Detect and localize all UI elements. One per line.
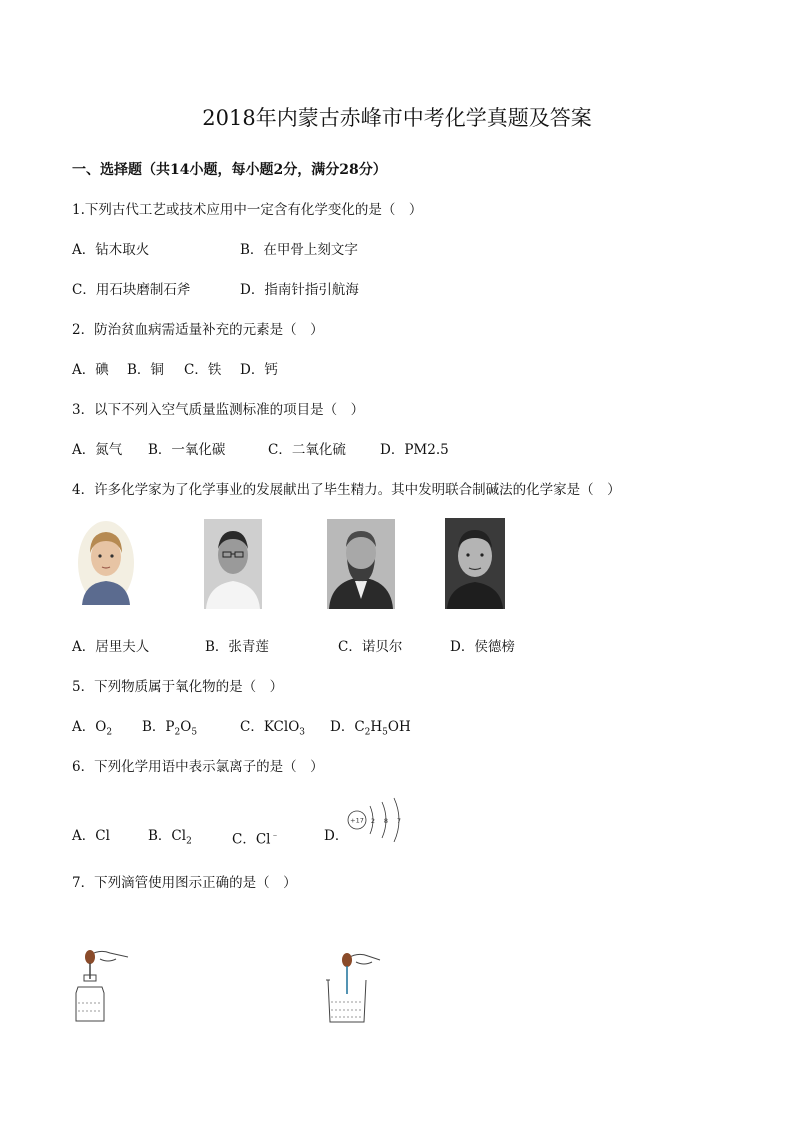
question-5-option-c: C．KClO$_3$	[240, 719, 306, 738]
question-6-option-c: C．Cl﹣	[232, 831, 280, 848]
page-title: 2018年内蒙古赤峰市中考化学真题及答案	[202, 106, 592, 130]
dropper-over-reagent-bottle-illustration	[70, 945, 130, 1025]
atom-shell-2-label: 8	[383, 817, 389, 825]
portrait-zhang-qinglian-image	[204, 519, 262, 609]
question-3-option-c: C．二氧化硫	[268, 442, 346, 458]
question-2-option-c: C．铁	[184, 362, 222, 378]
question-6-option-a: A．Cl	[72, 828, 110, 844]
question-3-option-b: B．一氧化碳	[148, 442, 226, 458]
question-4-option-c: C．诺贝尔	[338, 639, 403, 655]
question-5-stem: 5．下列物质属于氧化物的是（ ）	[72, 679, 284, 695]
portrait-nobel-image	[327, 519, 395, 609]
atom-nucleus-label: +17	[350, 816, 364, 825]
question-6-option-b: B．$Cl_2$	[148, 828, 192, 847]
question-3-option-a: A．氮气	[72, 442, 123, 458]
question-4-option-b: B．张青莲	[205, 639, 269, 655]
question-1-option-d: D．指南针指引航海	[240, 282, 359, 298]
dropper-into-beaker-illustration	[322, 950, 382, 1025]
question-5-option-d: D．$C_2H_5OH$	[330, 719, 411, 738]
question-4-option-d: D．侯德榜	[450, 639, 515, 655]
question-2-option-b: B．铜	[127, 362, 164, 378]
question-2-stem: 2．防治贫血病需适量补充的元素是（ ）	[72, 322, 324, 338]
question-1-stem: 1.下列古代工艺或技术应用中一定含有化学变化的是（ ）	[72, 202, 423, 218]
question-6-stem: 6．下列化学用语中表示氯离子的是（ ）	[72, 759, 324, 775]
question-1-option-b: B．在甲骨上刻文字	[240, 242, 358, 258]
question-2-option-a: A．碘	[72, 362, 109, 378]
question-4-option-a: A．居里夫人	[72, 639, 150, 655]
question-4-stem: 4．许多化学家为了化学事业的发展献出了毕生精力。其中发明联合制碱法的化学家是（ ）	[72, 482, 621, 498]
question-5-option-b: B．$P_2O_5$	[142, 719, 198, 738]
question-1-option-a: A．钻木取火	[72, 242, 150, 258]
question-7-stem: 7．下列滴管使用图示正确的是（ ）	[72, 875, 297, 891]
portrait-hou-debang-image	[445, 518, 505, 609]
question-1-option-c: C．用石块磨制石斧	[72, 282, 191, 298]
chlorine-atom-structure-diagram	[344, 796, 406, 842]
question-2-option-d: D．钙	[240, 362, 278, 378]
portrait-curie-image	[76, 519, 136, 607]
question-3-option-d: D．PM2.5	[380, 442, 449, 458]
atom-shell-1-label: 2	[370, 817, 376, 825]
question-6-option-d: D．	[324, 828, 349, 844]
atom-shell-3-label: 7	[396, 817, 402, 825]
question-3-stem: 3．以下不列入空气质量监测标准的项目是（ ）	[72, 402, 365, 418]
question-5-option-a: A．$O_2$	[72, 719, 113, 738]
section-heading: 一、选择题（共14小题，每小题2分，满分28分）	[72, 162, 387, 178]
